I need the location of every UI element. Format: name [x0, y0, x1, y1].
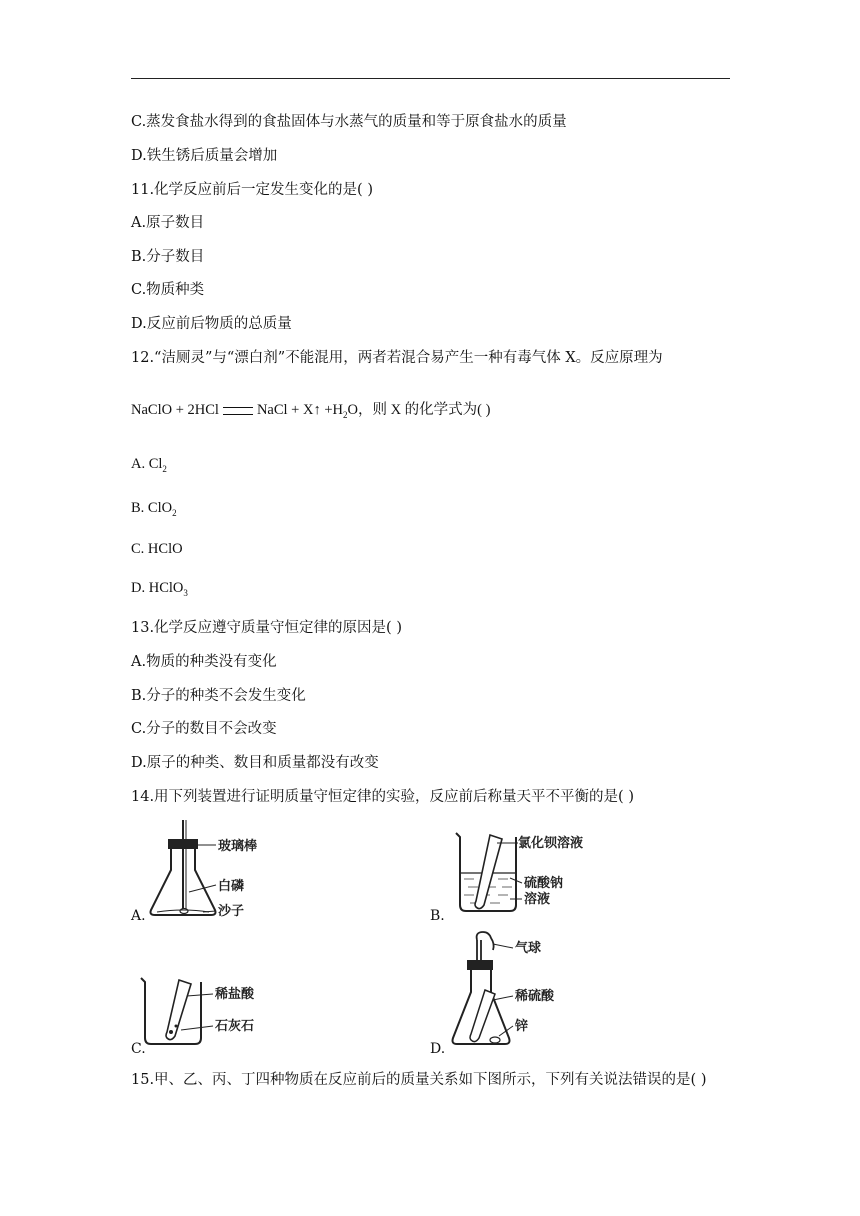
label-zinc: 锌: [515, 1019, 529, 1034]
formula-subscript: 2: [342, 410, 348, 420]
q13-option-d: D.原子的种类、数目和质量都没有改变: [131, 755, 379, 771]
formula-reactants: NaClO + 2HCl: [131, 402, 219, 418]
label-limestone: 石灰石: [215, 1019, 255, 1034]
figure-a: [131, 815, 281, 930]
q12-option-b: B. ClO$_2$: [131, 500, 177, 518]
q11-option-c: C.物质种类: [131, 282, 205, 298]
equals-sign: [223, 407, 253, 415]
q11-stem: 11.化学反应前后一定发生变化的是( ): [131, 182, 373, 198]
q15-stem: 15.甲、乙、丙、丁四种物质在反应前后的质量关系如下图所示，下列有关说法错误的是( ): [131, 1072, 707, 1088]
label-barium-chloride: 氯化钡溶液: [518, 836, 584, 851]
q12-option-a: A. $Cl_2$: [131, 456, 167, 474]
q12-option-d: D. HClO$_3$: [131, 580, 188, 598]
q10-option-c: C.蒸发食盐水得到的食盐固体与水蒸气的质量和等于原食盐水的质量: [131, 114, 567, 130]
figure-b: [450, 823, 610, 923]
header-rule: [131, 78, 730, 79]
figure-d: [445, 930, 605, 1055]
label-glass-rod: 玻璃棒: [218, 839, 258, 854]
q14-stem: 14.用下列装置进行证明质量守恒定律的实验，反应前后称量天平不平衡的是( ): [131, 789, 634, 805]
q12-stem: 12.“洁厕灵”与“漂白剂”不能混用，两者若混合易产生一种有毒气体 X。反应原理为: [131, 350, 663, 366]
label-dilute-hcl: 稀盐酸: [215, 987, 255, 1002]
formula-products: NaCl + X↑ +H: [256, 402, 343, 418]
label-solution: 溶液: [524, 892, 551, 907]
figure-a-letter: A.: [131, 908, 146, 924]
q13-option-b: B.分子的种类不会发生变化: [131, 688, 306, 704]
figure-c: [135, 970, 275, 1050]
q12-option-c: C. HClO: [131, 541, 183, 557]
q12-formula: [131, 398, 490, 420]
figure-c-letter: C.: [131, 1041, 146, 1057]
figure-b-letter: B.: [430, 908, 445, 924]
q10-option-d: D.铁生锈后质量会增加: [131, 148, 278, 164]
label-sand: 沙子: [218, 904, 245, 919]
label-dilute-h2so4: 稀硫酸: [515, 989, 555, 1004]
label-white-phosphorus: 白磷: [218, 879, 245, 894]
figure-d-letter: D.: [430, 1041, 446, 1057]
q13-option-c: C.分子的数目不会改变: [131, 721, 277, 737]
q13-stem: 13.化学反应遵守质量守恒定律的原因是( ): [131, 620, 402, 636]
label-sodium-sulfate: 硫酸钠: [524, 876, 564, 891]
formula-tail: O，则 X 的化学式为( ): [347, 402, 491, 418]
q13-option-a: A.物质的种类没有变化: [131, 654, 277, 670]
q11-option-a: A.原子数目: [131, 215, 205, 231]
label-balloon: 气球: [515, 941, 542, 956]
q11-option-b: B.分子数目: [131, 249, 205, 265]
q11-option-d: D.反应前后物质的总质量: [131, 316, 292, 332]
